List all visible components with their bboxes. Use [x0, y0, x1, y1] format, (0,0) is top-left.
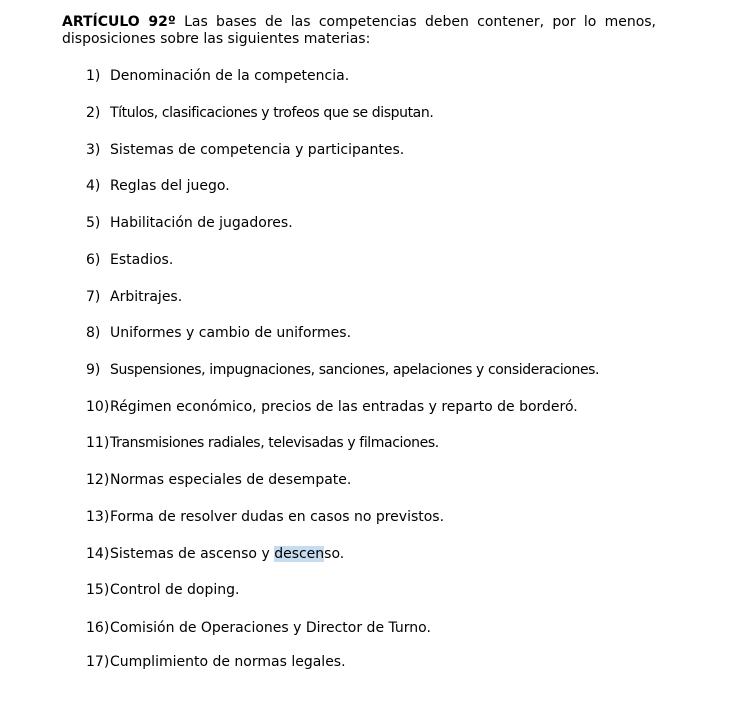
list-item-number: 1) [86, 68, 101, 84]
list-item-text: Comisión de Operaciones y Director de Turno. [110, 620, 431, 636]
list-item-number: 13) [86, 509, 110, 525]
list-item-number: 7) [86, 289, 101, 305]
list-item [86, 289, 182, 306]
list-item-text: Transmisiones radiales, televisadas y filmaciones. [110, 435, 439, 451]
text-selection-highlight[interactable]: descen [274, 546, 325, 562]
list-item-number: 6) [86, 252, 101, 268]
list-item-text: Uniformes y cambio de uniformes. [110, 325, 352, 341]
list-item [86, 546, 344, 563]
list-item-text: Arbitrajes. [110, 289, 183, 305]
list-item [86, 215, 293, 232]
list-item-text: Cumplimiento de normas legales. [110, 654, 346, 670]
list-item-number: 5) [86, 215, 101, 231]
list-item-number: 3) [86, 142, 101, 158]
list-item-text-after: so. [324, 546, 345, 562]
list-item-number: 10) [86, 399, 110, 415]
list-item [86, 509, 444, 526]
list-item [86, 654, 346, 671]
list-item-number: 11) [86, 435, 110, 451]
list-item-text [110, 546, 344, 562]
list-item-text: Forma de resolver dudas en casos no previstos. [110, 509, 445, 525]
list-item-number: 17) [86, 654, 110, 670]
list-item-text: Control de doping. [110, 582, 240, 598]
list-item [86, 435, 439, 452]
list-item [86, 472, 351, 489]
list-item-text: Régimen económico, precios de las entradas y reparto de borderó. [110, 399, 578, 415]
list-item [86, 105, 433, 122]
list-item-number: 4) [86, 178, 101, 194]
list-item [86, 362, 599, 379]
list-item-number: 8) [86, 325, 101, 341]
list-item-number: 15) [86, 582, 110, 598]
article-paragraph [62, 14, 656, 48]
list-item-number: 14) [86, 546, 110, 562]
article-heading: ARTÍCULO 92º [62, 14, 176, 30]
list-item-text: Denominación de la competencia. [110, 68, 350, 84]
list-item-number: 9) [86, 362, 101, 378]
article-intro-text: Las bases de las competencias deben contener, por lo menos, disposiciones sobre las siguientes materias: [62, 14, 657, 47]
list-item-text: Estadios. [110, 252, 174, 268]
list-item-number: 2) [86, 105, 101, 121]
list-item-text: Títulos, clasificaciones y trofeos que se disputan. [110, 105, 434, 121]
list-item-text-before: Sistemas de ascenso y [110, 546, 275, 562]
list-item-text: Suspensiones, impugnaciones, sanciones, apelaciones y consideraciones. [110, 362, 600, 378]
list-item [86, 178, 230, 195]
list-item-text: Habilitación de jugadores. [110, 215, 293, 231]
list-item-number: 12) [86, 472, 110, 488]
list-item [86, 620, 431, 637]
list-item [86, 68, 349, 85]
list-item [86, 142, 404, 159]
list-item-text: Sistemas de competencia y participantes. [110, 142, 405, 158]
list-item-number: 16) [86, 620, 110, 636]
list-item [86, 325, 351, 342]
list-item [86, 582, 239, 599]
list-item-text: Reglas del juego. [110, 178, 230, 194]
list-item-text: Normas especiales de desempate. [110, 472, 352, 488]
list-item [86, 399, 578, 416]
list-item [86, 252, 173, 269]
